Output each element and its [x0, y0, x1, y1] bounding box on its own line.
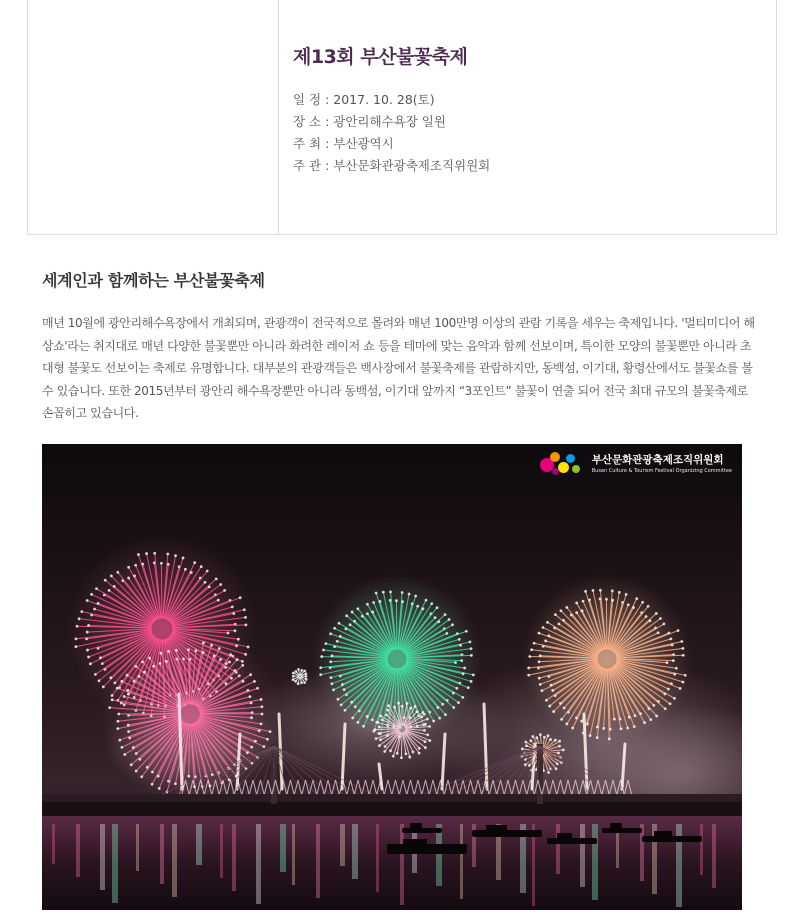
- event-title: 제13회 부산불꽃축제: [293, 46, 468, 68]
- section-title: 세계인과 함께하는 부산불꽃축제: [42, 271, 265, 290]
- event-detail-list: [293, 89, 490, 177]
- event-thumbnail-cell: [28, 0, 279, 234]
- festival-description: 매년 10월에 광안리해수욕장에서 개최되며, 관광객이 전국적으로 몰려와 매년 100만명 이상의 관람 기록을 세우는 축제입니다. '멀티미디어 해상쇼'라는 취지대로 매년 다양한 불꽃뿐만 아니라 화려한 레이저 쇼 등을 테마에 맞는 음악과 함께 선보이며, 특이한 모양의 불꽃뿐만 아니라 초대형 불꽃도 선보이는 축제로 유명합니다. 대부분의 관광객들은 백사장에서 불꽃축제를 관람하지만, 동백섬, 이기대, 황령산에서도 불꽃쇼를 볼 수 있습니다. 또한 2015년부터 광안리 해수욕장뿐만 아니라 동백섬, 이기대 앞까지 “3포인트” 불꽃이 연출 되어 전국 최대 규모의 불꽃축제로 손꼽히고 있습니다.: [42, 316, 755, 420]
- organizer-logo: [538, 450, 732, 478]
- event-schedule: 일 정 : 2017. 10. 28(토): [293, 92, 435, 107]
- logo-english-text: Busan Culture & Tourism Festival Organizing Committee: [591, 467, 732, 474]
- event-host: 주 최 : 부산광역시: [293, 136, 394, 151]
- fireworks-illustration: [42, 444, 742, 910]
- logo-mark-icon: [538, 450, 586, 478]
- fireworks-photo: [42, 444, 742, 910]
- logo-korean-text: 부산문화관광축제조직위원회: [591, 453, 724, 466]
- event-venue: 장 소 : 광안리해수욕장 일원: [293, 114, 446, 129]
- event-organizer: 주 관 : 부산문화관광축제조직위원회: [293, 158, 491, 173]
